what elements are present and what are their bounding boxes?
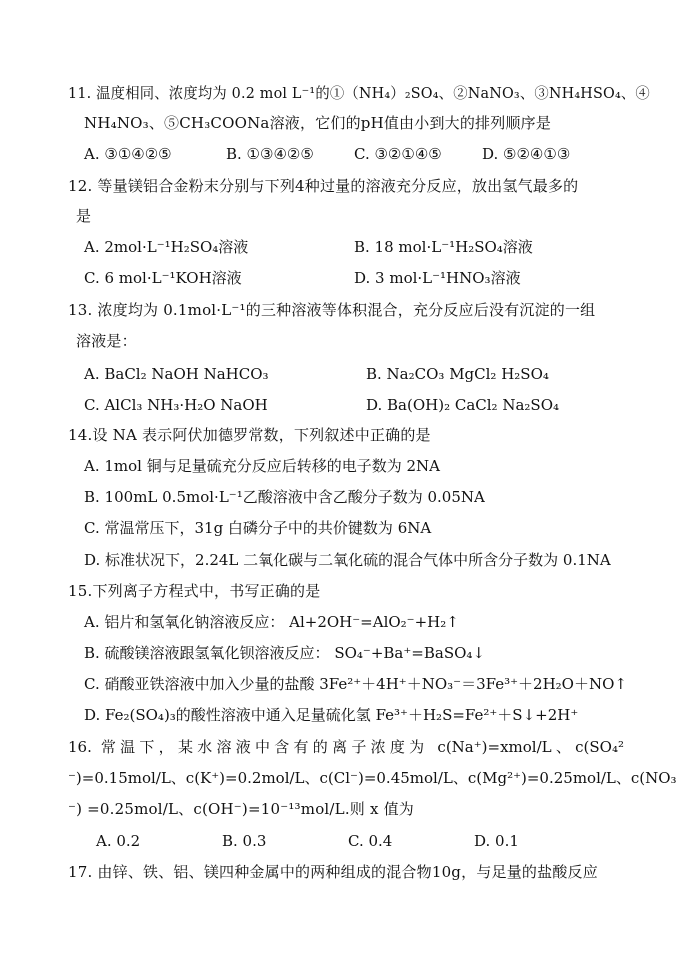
q15-stem: 15.下列离子方程式中，书写正确的是 bbox=[68, 582, 321, 600]
q17-stem-line1: 17. 由锌、铁、铝、镁四种金属中的两种组成的混合物10g，与足量的盐酸反应 bbox=[68, 863, 598, 881]
q12-option-c: C. 6 mol·L⁻¹KOH溶液 bbox=[84, 269, 242, 287]
q11-stem-line1: 11. 温度相同、浓度均为 0.2 mol L⁻¹的①（NH₄）₂SO₄、②NaNO₃、③NH₄HSO₄、④ bbox=[68, 84, 650, 102]
q11-option-c: C. ③②①④⑤ bbox=[354, 145, 442, 163]
q13-option-c: C. AlCl₃ NH₃·H₂O NaOH bbox=[84, 396, 268, 414]
q16-option-a: A. 0.2 bbox=[96, 832, 141, 850]
q13-stem-line1: 13. 浓度均为 0.1mol·L⁻¹的三种溶液等体积混合，充分反应后没有沉淀的一组 bbox=[68, 301, 596, 319]
q13-option-b: B. Na₂CO₃ MgCl₂ H₂SO₄ bbox=[366, 365, 549, 383]
q16-stem-line2: ⁻)=0.15mol/L、c(K⁺)=0.2mol/L、c(Cl⁻)=0.45mol/L、c(Mg²⁺)=0.25mol/L、c(NO₃ bbox=[68, 769, 677, 787]
q14-option-c: C. 常温常压下，31g 白磷分子中的共价键数为 6NA bbox=[84, 519, 432, 537]
q12-stem-line1: 12. 等量镁铝合金粉末分别与下列4种过量的溶液充分反应，放出氢气最多的 bbox=[68, 177, 579, 195]
q12-option-a: A. 2mol·L⁻¹H₂SO₄溶液 bbox=[84, 238, 249, 256]
q12-option-b: B. 18 mol·L⁻¹H₂SO₄溶液 bbox=[354, 238, 533, 256]
q12-option-d: D. 3 mol·L⁻¹HNO₃溶液 bbox=[354, 269, 521, 287]
q15-option-d: D. Fe₂(SO₄)₃的酸性溶液中通入足量硫化氢 Fe³⁺＋H₂S=Fe²⁺＋S↓+2H⁺ bbox=[84, 706, 579, 724]
q12-stem-line2: 是 bbox=[76, 207, 92, 225]
q14-option-a: A. 1mol 铜与足量硫充分反应后转移的电子数为 2NA bbox=[84, 457, 441, 475]
q14-option-d: D. 标准状况下，2.24L 二氧化碳与二氧化硫的混合气体中所含分子数为 0.1NA bbox=[84, 551, 611, 569]
q11-option-a: A. ③①④②⑤ bbox=[84, 145, 172, 163]
q16-option-d: D. 0.1 bbox=[474, 832, 519, 850]
q16-option-c: C. 0.4 bbox=[348, 832, 393, 850]
q13-stem-line2: 溶液是： bbox=[76, 332, 137, 350]
q11-option-d: D. ⑤②④①③ bbox=[482, 145, 571, 163]
q16-option-b: B. 0.3 bbox=[222, 832, 267, 850]
q13-option-a: A. BaCl₂ NaOH NaHCO₃ bbox=[84, 365, 269, 383]
q15-option-a: A. 铝片和氢氧化钠溶液反应： Al+2OH⁻=AlO₂⁻+H₂↑ bbox=[84, 613, 459, 631]
q15-option-b: B. 硫酸镁溶液跟氢氧化钡溶液反应： SO₄⁻+Ba⁺=BaSO₄↓ bbox=[84, 644, 485, 662]
q15-option-c: C. 硝酸亚铁溶液中加入少量的盐酸 3Fe²⁺＋4H⁺＋NO₃⁻＝3Fe³⁺＋2H₂O＋NO↑ bbox=[84, 675, 627, 693]
q11-stem-line2: NH₄NO₃、⑤CH₃COONa溶液，它们的pH值由小到大的排列顺序是 bbox=[84, 114, 552, 132]
q16-stem-line3: ⁻) =0.25mol/L、c(OH⁻)=10⁻¹³mol/L.则 x 值为 bbox=[68, 800, 415, 818]
q13-option-d: D. Ba(OH)₂ CaCl₂ Na₂SO₄ bbox=[366, 396, 560, 414]
q16-stem-line1: 16. 常温下，某水溶液中含有的离子浓度为 c(Na⁺)=xmol/L、c(SO₄² bbox=[68, 738, 624, 756]
q14-option-b: B. 100mL 0.5mol·L⁻¹乙酸溶液中含乙酸分子数为 0.05NA bbox=[84, 488, 485, 506]
q14-stem: 14.设 NA 表示阿伏加德罗常数，下列叙述中正确的是 bbox=[68, 426, 431, 444]
q11-option-b: B. ①③④②⑤ bbox=[226, 145, 314, 163]
